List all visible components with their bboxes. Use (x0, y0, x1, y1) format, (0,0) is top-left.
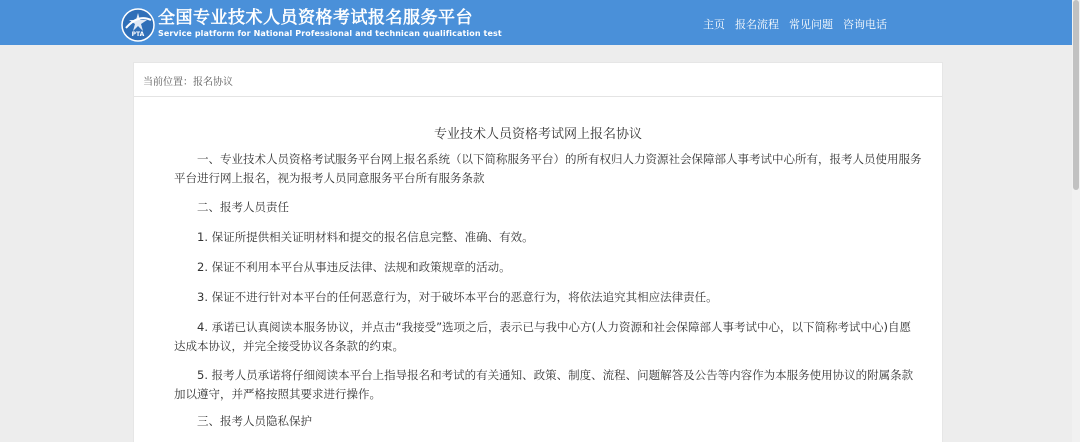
scrollbar-thumb[interactable] (1073, 0, 1079, 190)
agreement-paragraph: 3. 保证不进行针对本平台的任何恶意行为，对于破坏本平台的恶意行为，将依法追究其相应法律责任。 (197, 290, 718, 304)
nav-faq[interactable]: 常见问题 (789, 18, 833, 31)
agreement-section-heading: 二、报考人员责任 (197, 200, 289, 214)
breadcrumb: 当前位置：报名协议 (134, 63, 942, 97)
agreement-title: 专业技术人员资格考试网上报名协议 (433, 127, 642, 142)
pta-logo-icon[interactable] (121, 8, 155, 42)
agreement-section-heading: 三、报考人员隐私保护 (197, 414, 312, 428)
agreement-paragraph: 1. 保证所提供相关证明材料和提交的报名信息完整、准确、有效。 (197, 230, 534, 244)
agreement-paragraph: 一、专业技术人员资格考试服务平台网上报名系统（以下简称服务平台）的所有权归人力资源社会保障部人事考试中心所有，报考人员使用服务平台进行网上报名，视为报考人员同意服务平台所有服务条款 (174, 152, 922, 185)
nav-consult-phone[interactable]: 咨询电话 (843, 18, 887, 31)
page-scrollbar[interactable] (1072, 0, 1080, 442)
top-nav (703, 16, 887, 32)
agreement-paragraph: 2. 保证不利用本平台从事违反法律、法规和政策规章的活动。 (197, 260, 511, 274)
nav-home[interactable]: 主页 (703, 18, 725, 31)
agreement-paragraph: 5. 报考人员承诺将仔细阅读本平台上指导报名和考试的有关通知、政策、制度、流程、问题解答及公告等内容作为本服务使用协议的附属条款加以遵守，并严格按照其要求进行操作。 (174, 368, 914, 401)
site-subtitle: Service platform for National Professional and technican qualification test (158, 29, 502, 38)
agreement-panel (133, 62, 943, 442)
nav-registration-process[interactable]: 报名流程 (735, 18, 779, 31)
site-header (0, 0, 1080, 45)
agreement-paragraph: 4. 承诺已认真阅读本服务协议，并点击“我接受”选项之后，表示已与我中心方(人力资源和社会保障部人事考试中心，以下简称考试中心)自愿达成本协议，并完全接受协议各条款的约束。 (174, 320, 912, 353)
svg-text:PTA: PTA (131, 31, 145, 38)
site-title: 全国专业技术人员资格考试报名服务平台 (158, 8, 473, 28)
